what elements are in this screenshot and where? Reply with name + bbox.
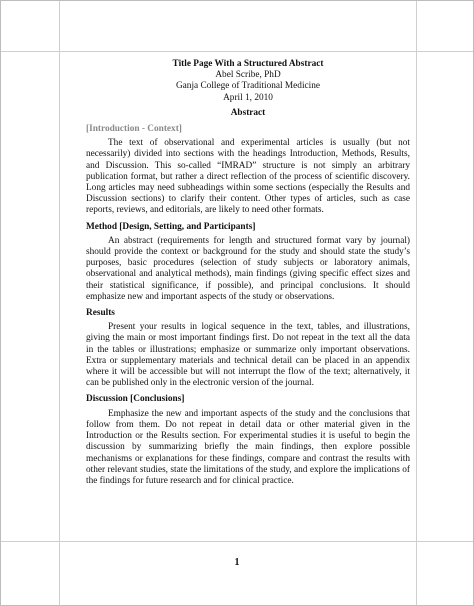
margin-guide-right — [416, 1, 417, 605]
institution-name: Ganja College of Traditional Medicine — [175, 81, 321, 92]
section-heading-results: Results — [86, 308, 115, 319]
section-body-discussion: Emphasize the new and important aspects of the study and the conclusions that follow from them. Do not repeat in detail data or other material given in the Introduction or the Results section. For experimental studies it is useful to begin the discussion by summarizing briefly the main findings, then explore possible mechanisms or explanations for these findings, compare and contrast the results with other relevant studies, state the limitations of the study, and explore the implications of the findings for future research and for clinical practice. — [86, 408, 410, 486]
abstract-heading: Abstract — [230, 107, 266, 118]
margin-guide-bottom — [1, 541, 473, 542]
section-heading-discussion: Discussion [Conclusions] — [86, 394, 185, 405]
section-body-results: Present your results in logical sequence in the text, tables, and illustrations, giving the main or most important findings first. Do not repeat in the text all the data in the tables or illustrations; emphasize or summarize only important observations. Extra or supplementary materials and technical detail can be placed in an appendix where it will be accessible but will not interrupt the flow of the text; alternatively, it can be published only in the electronic version of the journal. — [86, 322, 410, 389]
section-body-introduction: The text of observational and experimental articles is usually (but not necessarily) divided into sections with the headings Introduction, Methods, Results, and Discussion. This so-called “IMRAD” structure is not simply an arbitrary publication format, but rather a direct reflection of the process of scientific discovery. Long articles may need subheadings within some sections (especially the Results and Discussion sections) to clarify their content. Other types of articles, such as case reports, reviews, and editorials, are likely to need other formats. — [86, 138, 410, 216]
margin-guide-top — [1, 51, 473, 52]
author-name: Abel Scribe, PhD — [215, 70, 281, 81]
page-content — [86, 59, 410, 491]
document-date: April 1, 2010 — [223, 92, 273, 103]
title-block — [86, 59, 410, 104]
page-number: 1 — [234, 557, 240, 568]
margin-guide-left — [59, 1, 60, 605]
page-title: Title Page With a Structured Abstract — [172, 59, 324, 69]
section-heading-method: Method [Design, Setting, and Participants] — [86, 221, 256, 232]
section-body-method: An abstract (requirements for length and structured format vary by journal) should provide the context or background for the study and should state the study’s purposes, basic procedures (selection of study subjects or laboratory animals, observational and analytical methods), main findings (giving specific effect sizes and their statistical significance, if possible), and principal conclusions. It should emphasize new and important aspects of the study or observations. — [86, 235, 410, 302]
section-heading-introduction: [Introduction - Context] — [86, 124, 182, 135]
